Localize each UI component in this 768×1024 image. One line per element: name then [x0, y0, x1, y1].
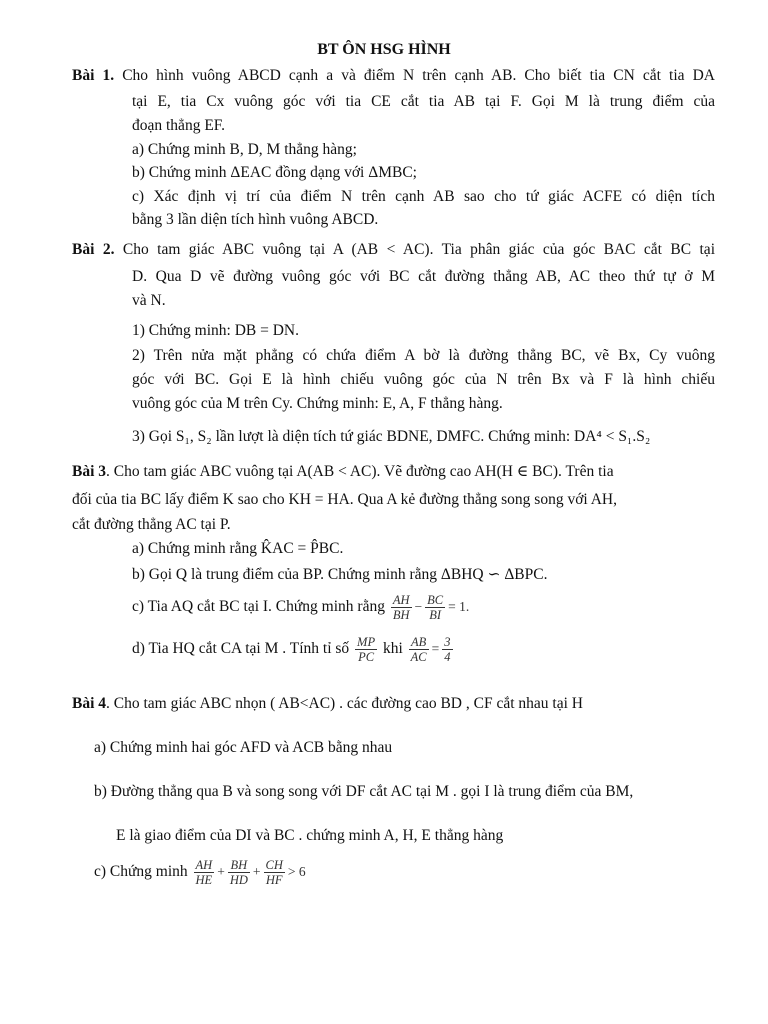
- problem-3-part-c: [132, 588, 470, 626]
- fraction-ch-hf: $\frac{CH}{HF}$: [265, 857, 283, 887]
- problem-1-line-2: tại E, tia Cx vuông góc với tia CE cắt tia AB tại F. Gọi M là trung điểm của: [132, 93, 715, 110]
- problem-3-part-d: [132, 630, 455, 668]
- problem-1-part-c-2: bằng 3 lần diện tích hình vuông ABCD.: [132, 211, 379, 228]
- fraction-mp-pc: $\frac{MP}{PC}$: [357, 634, 376, 664]
- problem-2-part-3: 3) Gọi S₁, S₂ lần lượt là diện tích tứ giác BDNE, DMFC. Chứng minh: DA⁴ < S₁.S₂: [132, 428, 651, 445]
- equals-one: = 1.: [448, 599, 470, 615]
- problem-4-part-b-1: b) Đường thẳng qua B và song song với DF cắt AC tại M . gọi I là trung điểm của BM,: [94, 783, 634, 800]
- problem-4-part-c-text: c) Chứng minh: [94, 863, 188, 880]
- problem-2-line-2: D. Qua D vẽ đường vuông góc với BC cắt đường thẳng AB, AC theo thứ tự ở M: [132, 268, 715, 285]
- problem-4-part-c: [94, 852, 307, 892]
- problem-4-text: . Cho tam giác ABC nhọn ( AB<AC) . các đường cao BD , CF cắt nhau tại H: [106, 695, 583, 712]
- problem-4-label: Bài 4: [72, 695, 107, 712]
- fraction-bh-hd: $\frac{BH}{HD}$: [229, 857, 248, 887]
- problem-2-label: Bài 2.: [72, 241, 115, 258]
- fraction-ab-ac: $\frac{AB}{AC}$: [410, 634, 427, 664]
- problem-3-part-a: a) Chứng minh rằng K̂AC = P̂BC.: [132, 540, 344, 557]
- problem-1-part-a: a) Chứng minh B, D, M thẳng hàng;: [132, 141, 357, 158]
- problem-4-part-a: a) Chứng minh hai góc AFD và ACB bằng nhau: [94, 739, 393, 756]
- problem-1-text: Cho hình vuông ABCD cạnh a và điểm N trên cạnh AB. Cho biết tia CN cắt tia DA: [122, 67, 715, 84]
- problem-1-label: Bài 1.: [72, 67, 115, 84]
- problem-2-part-2-2: góc với BC. Gọi E là hình chiếu vuông góc của N trên Bx và F là hình chiếu: [132, 371, 715, 388]
- greater-than-six: > 6: [287, 864, 306, 880]
- page-title: BT ÔN HSG HÌNH: [317, 41, 451, 58]
- problem-3-part-b: b) Gọi Q là trung điểm của BP. Chứng minh rằng ΔBHQ ∽ ΔBPC.: [132, 566, 548, 583]
- problem-3-line-2: đối của tia BC lấy điểm K sao cho KH = HA. Qua A kẻ đường thẳng song song với AH,: [72, 491, 617, 508]
- problem-1-line-3: đoạn thẳng EF.: [132, 117, 226, 134]
- problem-1-line-1: [72, 66, 715, 86]
- problem-3-line-3: cắt đường thẳng AC tại P.: [72, 516, 231, 533]
- problem-3-line-1: [72, 462, 614, 482]
- problem-3-part-d-text: d) Tia HQ cắt CA tại M . Tính tỉ số: [132, 640, 350, 657]
- problem-1-part-c-1: c) Xác định vị trí của điểm N trên cạnh AB sao cho tứ giác ACFE có diện tích: [132, 188, 715, 205]
- problem-4-line-1: [72, 694, 583, 714]
- problem-2-part-1: 1) Chứng minh: DB = DN.: [132, 322, 299, 339]
- plus-sign-2: +: [252, 864, 261, 880]
- problem-2-part-2-1: 2) Trên nửa mặt phẳng có chứa điểm A bờ là đường thẳng BC, vẽ Bx, Cy vuông: [132, 347, 715, 364]
- when-word: khi: [382, 640, 403, 657]
- problem-1-part-b: b) Chứng minh ΔEAC đồng dạng với ΔMBC;: [132, 164, 417, 181]
- problem-4-part-b-2: E là giao điểm của DI và BC . chứng minh A, H, E thẳng hàng: [116, 827, 504, 844]
- fraction-3-4: $\frac{3}{4}$: [444, 634, 451, 664]
- problem-2-line-1: [72, 240, 715, 260]
- problem-2-text: Cho tam giác ABC vuông tại A (AB < AC). Tia phân giác của góc BAC cắt BC tại: [122, 241, 715, 258]
- problem-3-label: Bài 3: [72, 463, 107, 480]
- problem-3-text: . Cho tam giác ABC vuông tại A(AB < AC). Vẽ đường cao AH(H ∈ BC). Trên tia: [106, 463, 614, 480]
- fraction-bc-bi: $\frac{BC}{BI}$: [427, 592, 444, 622]
- fraction-ah-he: $\frac{AH}{HE}$: [195, 857, 213, 887]
- minus-sign: −: [414, 599, 423, 615]
- equals-sign: =: [431, 641, 440, 657]
- fraction-ah-bh: $\frac{AH}{BH}$: [392, 592, 410, 622]
- problem-2-line-3: và N.: [132, 292, 166, 309]
- problem-3-part-c-text: c) Tia AQ cắt BC tại I. Chứng minh rằng: [132, 598, 385, 615]
- problem-2-part-2-3: vuông góc của M trên Cy. Chứng minh: E, A, F thẳng hàng.: [132, 395, 503, 412]
- plus-sign-1: +: [217, 864, 225, 880]
